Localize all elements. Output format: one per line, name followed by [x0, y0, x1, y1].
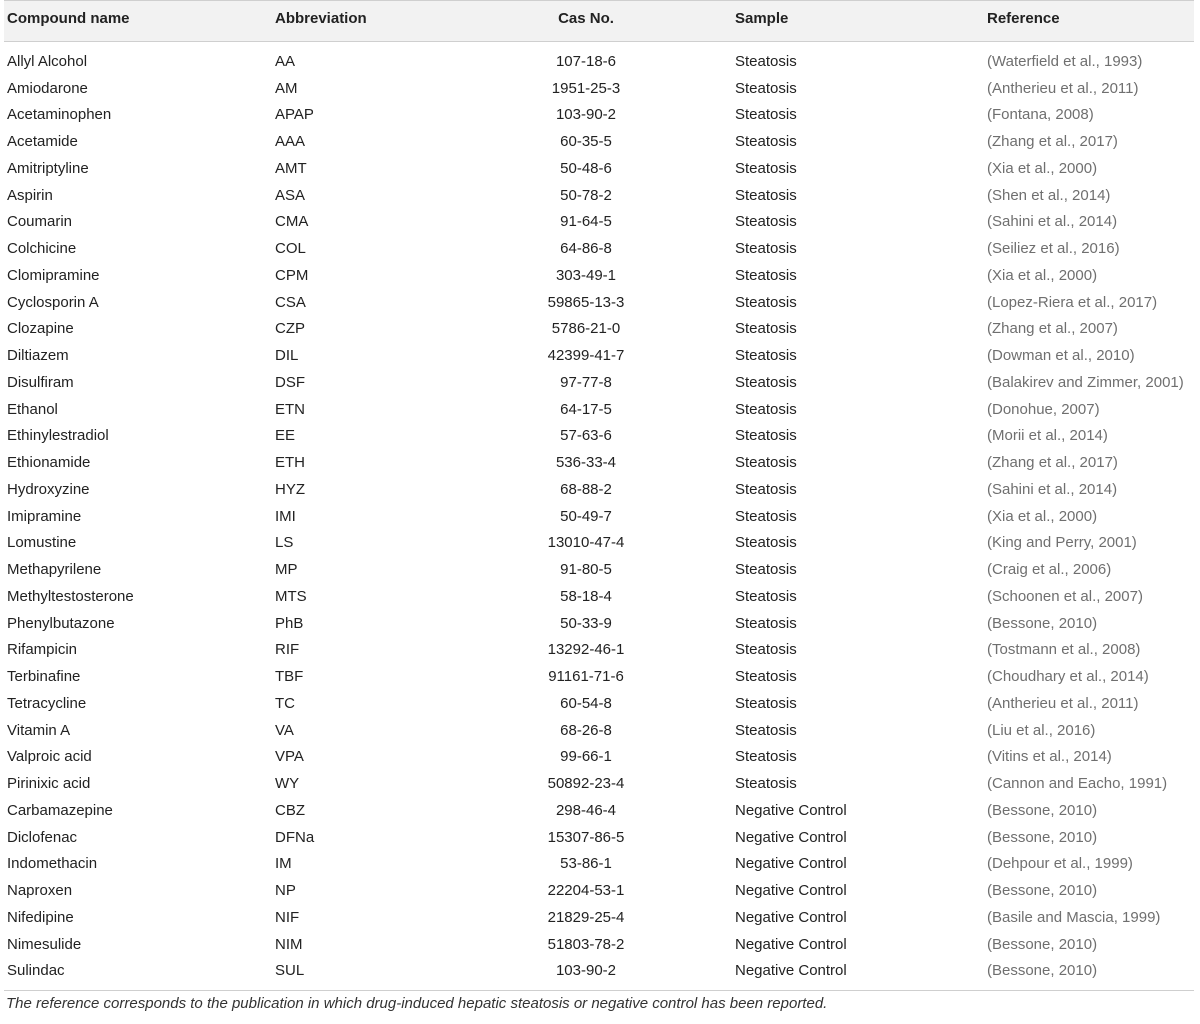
cell-compound-name: Acetamide: [7, 133, 78, 151]
table-row: [4, 770, 1194, 797]
table-row: [4, 556, 1194, 583]
cell-abbreviation: VPA: [275, 748, 304, 766]
cell-compound-name: Indomethacin: [7, 855, 98, 873]
cell-abbreviation: DFNa: [275, 828, 315, 846]
cell-abbreviation: DSF: [275, 373, 305, 391]
cell-reference: (Bessone, 2010): [987, 935, 1098, 953]
table-row: [4, 316, 1194, 343]
table-row: [4, 583, 1194, 610]
cell-sample: Steatosis: [735, 240, 797, 258]
cell-abbreviation: WY: [275, 775, 300, 793]
cell-compound-name: Naproxen: [7, 882, 73, 900]
cell-reference: (Vitins et al., 2014): [987, 748, 1112, 766]
cell-compound-name: Nifedipine: [7, 908, 74, 926]
table-row: [4, 155, 1194, 182]
cell-compound-name: Tetracycline: [7, 694, 87, 712]
header-compound-name: Compound name: [4, 1, 272, 42]
cell-abbreviation: CPM: [275, 266, 309, 284]
cell-cas-no: 13010-47-4: [547, 534, 625, 552]
cell-abbreviation: DIL: [275, 347, 299, 365]
cell-reference: (Cannon and Eacho, 1991): [987, 775, 1168, 793]
table-row: [4, 396, 1194, 423]
cell-cas-no: 91161-71-6: [548, 668, 624, 686]
table-row: [4, 342, 1194, 369]
cell-cas-no: 107-18-6: [555, 52, 617, 70]
cell-reference: (Craig et al., 2006): [987, 561, 1112, 579]
cell-cas-no: 303-49-1: [555, 266, 617, 284]
cell-sample: Steatosis: [735, 454, 797, 472]
cell-compound-name: Valproic acid: [7, 748, 92, 766]
cell-reference: (Bessone, 2010): [987, 882, 1098, 900]
header-sample: Sample: [732, 1, 984, 42]
cell-sample: Steatosis: [735, 373, 797, 391]
cell-reference: (Liu et al., 2016): [987, 721, 1096, 739]
cell-cas-no: 5786-21-0: [551, 320, 621, 338]
cell-cas-no: 536-33-4: [555, 454, 617, 472]
cell-sample: Steatosis: [735, 775, 797, 793]
table-row: [4, 423, 1194, 450]
table-row: [4, 182, 1194, 209]
cell-reference: (Bessone, 2010): [987, 962, 1098, 980]
cell-cas-no: 91-64-5: [560, 213, 612, 231]
cell-cas-no: 91-80-5: [560, 561, 612, 579]
cell-cas-no: 64-86-8: [560, 240, 612, 258]
cell-sample: Steatosis: [735, 561, 797, 579]
cell-compound-name: Methapyrilene: [7, 561, 102, 579]
cell-compound-name: Ethionamide: [7, 454, 91, 472]
cell-cas-no: 64-17-5: [560, 400, 612, 418]
cell-sample: Steatosis: [735, 79, 797, 97]
cell-cas-no: 59865-13-3: [547, 293, 625, 311]
cell-cas-no: 51803-78-2: [547, 935, 625, 953]
table-row: [4, 102, 1194, 129]
cell-sample: Steatosis: [735, 400, 797, 418]
cell-sample: Negative Control: [735, 801, 847, 819]
cell-sample: Steatosis: [735, 106, 797, 124]
header-reference: Reference: [984, 1, 1194, 42]
table-row: [4, 824, 1194, 851]
cell-reference: (Tostmann et al., 2008): [987, 641, 1141, 659]
cell-sample: Steatosis: [735, 347, 797, 365]
cell-cas-no: 53-86-1: [560, 855, 612, 873]
cell-abbreviation: CBZ: [275, 801, 305, 819]
cell-sample: Negative Control: [735, 855, 847, 873]
table-row: [4, 289, 1194, 316]
table-header-row: [4, 1, 1194, 42]
cell-compound-name: Diclofenac: [7, 828, 78, 846]
cell-sample: Steatosis: [735, 133, 797, 151]
cell-compound-name: Ethinylestradiol: [7, 427, 109, 445]
cell-reference: (Shen et al., 2014): [987, 186, 1111, 204]
cell-reference: (Waterfield et al., 1993): [987, 52, 1143, 70]
cell-compound-name: Carbamazepine: [7, 801, 113, 819]
table-row: [4, 958, 1194, 991]
cell-compound-name: Vitamin A: [7, 721, 71, 739]
cell-cas-no: 21829-25-4: [547, 908, 625, 926]
cell-cas-no: 57-63-6: [560, 427, 612, 445]
cell-sample: Steatosis: [735, 293, 797, 311]
cell-compound-name: Colchicine: [7, 240, 77, 258]
cell-cas-no: 60-35-5: [560, 133, 612, 151]
cell-sample: Steatosis: [735, 534, 797, 552]
cell-cas-no: 50-49-7: [560, 507, 612, 525]
cell-compound-name: Nimesulide: [7, 935, 82, 953]
table-row: [4, 744, 1194, 771]
table-bottom-rule: [4, 990, 1194, 991]
cell-reference: (Bessone, 2010): [987, 801, 1098, 819]
cell-abbreviation: AAA: [275, 133, 306, 151]
cell-reference: (Zhang et al., 2017): [987, 133, 1118, 151]
table-row: [4, 530, 1194, 557]
cell-compound-name: Amitriptyline: [7, 159, 89, 177]
cell-reference: (Zhang et al., 2007): [987, 320, 1118, 338]
cell-cas-no: 60-54-8: [560, 694, 612, 712]
cell-abbreviation: IM: [275, 855, 292, 873]
cell-compound-name: Sulindac: [7, 962, 65, 980]
cell-reference: (Basile and Mascia, 1999): [987, 908, 1161, 926]
cell-sample: Steatosis: [735, 213, 797, 231]
table-row: [4, 904, 1194, 931]
cell-sample: Steatosis: [735, 694, 797, 712]
cell-reference: (Sahini et al., 2014): [987, 480, 1118, 498]
cell-cas-no: 99-66-1: [560, 748, 612, 766]
compound-table: [4, 0, 1194, 990]
cell-sample: Steatosis: [735, 52, 797, 70]
cell-abbreviation: LS: [275, 534, 294, 552]
cell-abbreviation: MTS: [275, 587, 307, 605]
cell-compound-name: Allyl Alcohol: [7, 52, 88, 70]
cell-abbreviation: CZP: [275, 320, 305, 338]
cell-reference: (Xia et al., 2000): [987, 266, 1098, 284]
cell-reference: (Fontana, 2008): [987, 106, 1094, 124]
cell-abbreviation: AM: [275, 79, 298, 97]
cell-reference: (Seiliez et al., 2016): [987, 240, 1120, 258]
cell-abbreviation: VA: [275, 721, 294, 739]
cell-abbreviation: PhB: [275, 614, 304, 632]
cell-compound-name: Acetaminophen: [7, 106, 112, 124]
cell-cas-no: 50-78-2: [560, 186, 612, 204]
cell-compound-name: Cyclosporin A: [7, 293, 99, 311]
cell-cas-no: 298-46-4: [555, 801, 617, 819]
table-row: [4, 877, 1194, 904]
table-row: [4, 851, 1194, 878]
cell-abbreviation: NIF: [275, 908, 300, 926]
cell-cas-no: 15307-86-5: [547, 828, 625, 846]
cell-cas-no: 97-77-8: [560, 373, 612, 391]
cell-cas-no: 50-33-9: [560, 614, 612, 632]
table-footnote: The reference corresponds to the publication in which drug-induced hepatic steatosis or negative control has been reported.: [6, 995, 828, 1013]
header-cas-no: Cas No.: [440, 1, 732, 42]
cell-reference: (Balakirev and Zimmer, 2001): [987, 373, 1184, 391]
cell-compound-name: Clomipramine: [7, 266, 100, 284]
cell-cas-no: 22204-53-1: [547, 882, 625, 900]
cell-abbreviation: SUL: [275, 962, 305, 980]
cell-reference: (Dowman et al., 2010): [987, 347, 1135, 365]
table-row: [4, 797, 1194, 824]
cell-compound-name: Rifampicin: [7, 641, 78, 659]
cell-reference: (Bessone, 2010): [987, 614, 1098, 632]
table-row: [4, 663, 1194, 690]
cell-compound-name: Coumarin: [7, 213, 73, 231]
cell-abbreviation: APAP: [275, 106, 314, 124]
cell-compound-name: Aspirin: [7, 186, 53, 204]
table-row: [4, 235, 1194, 262]
cell-cas-no: 50892-23-4: [547, 775, 625, 793]
cell-sample: Steatosis: [735, 721, 797, 739]
cell-sample: Negative Control: [735, 908, 847, 926]
cell-reference: (Donohue, 2007): [987, 400, 1100, 418]
cell-sample: Steatosis: [735, 748, 797, 766]
cell-sample: Negative Control: [735, 962, 847, 980]
table-row: [4, 503, 1194, 530]
cell-cas-no: 103-90-2: [555, 962, 617, 980]
cell-reference: (Bessone, 2010): [987, 828, 1098, 846]
cell-abbreviation: ASA: [275, 186, 306, 204]
cell-abbreviation: EE: [275, 427, 296, 445]
cell-abbreviation: NP: [275, 882, 296, 900]
cell-sample: Steatosis: [735, 320, 797, 338]
cell-reference: (Choudhary et al., 2014): [987, 668, 1149, 686]
cell-abbreviation: AA: [275, 52, 296, 70]
cell-abbreviation: TBF: [275, 668, 304, 686]
cell-compound-name: Clozapine: [7, 320, 74, 338]
table-row: [4, 369, 1194, 396]
table-row: [4, 128, 1194, 155]
table-body: [4, 42, 1194, 991]
cell-reference: (Xia et al., 2000): [987, 159, 1098, 177]
cell-reference: (Dehpour et al., 1999): [987, 855, 1133, 873]
cell-sample: Negative Control: [735, 828, 847, 846]
cell-reference: (Morii et al., 2014): [987, 427, 1108, 445]
cell-compound-name: Amiodarone: [7, 79, 88, 97]
cell-reference: (Antherieu et al., 2011): [987, 79, 1139, 97]
cell-reference: (Lopez-Riera et al., 2017): [987, 293, 1158, 311]
cell-abbreviation: CSA: [275, 293, 306, 311]
cell-cas-no: 58-18-4: [560, 587, 612, 605]
cell-compound-name: Hydroxyzine: [7, 480, 90, 498]
cell-compound-name: Disulfiram: [7, 373, 74, 391]
cell-abbreviation: NIM: [275, 935, 303, 953]
cell-reference: (Schoonen et al., 2007): [987, 587, 1143, 605]
table-row: [4, 931, 1194, 958]
cell-abbreviation: COL: [275, 240, 306, 258]
cell-sample: Steatosis: [735, 186, 797, 204]
cell-sample: Steatosis: [735, 614, 797, 632]
table-row: [4, 637, 1194, 664]
cell-compound-name: Lomustine: [7, 534, 77, 552]
table-row: [4, 209, 1194, 236]
cell-cas-no: 68-26-8: [560, 721, 612, 739]
table-row: [4, 690, 1194, 717]
cell-compound-name: Imipramine: [7, 507, 82, 525]
cell-abbreviation: ETN: [275, 400, 305, 418]
cell-sample: Steatosis: [735, 427, 797, 445]
header-abbreviation: Abbreviation: [272, 1, 440, 42]
table-row: [4, 717, 1194, 744]
cell-sample: Steatosis: [735, 641, 797, 659]
table-row: [4, 610, 1194, 637]
cell-compound-name: Methyltestosterone: [7, 587, 134, 605]
cell-compound-name: Phenylbutazone: [7, 614, 115, 632]
table-row: [4, 449, 1194, 476]
cell-reference: (Antherieu et al., 2011): [987, 694, 1139, 712]
cell-abbreviation: MP: [275, 561, 298, 579]
cell-cas-no: 1951-25-3: [551, 79, 621, 97]
cell-compound-name: Diltiazem: [7, 347, 69, 365]
cell-sample: Steatosis: [735, 668, 797, 686]
cell-abbreviation: RIF: [275, 641, 300, 659]
cell-abbreviation: TC: [275, 694, 295, 712]
table-row: [4, 476, 1194, 503]
cell-cas-no: 42399-41-7: [547, 347, 625, 365]
cell-cas-no: 13292-46-1: [547, 641, 625, 659]
cell-reference: (Xia et al., 2000): [987, 507, 1098, 525]
cell-compound-name: Terbinafine: [7, 668, 81, 686]
table-row: [4, 75, 1194, 102]
cell-sample: Steatosis: [735, 159, 797, 177]
cell-cas-no: 103-90-2: [555, 106, 617, 124]
cell-abbreviation: IMI: [275, 507, 296, 525]
cell-cas-no: 50-48-6: [560, 159, 612, 177]
cell-sample: Negative Control: [735, 882, 847, 900]
cell-cas-no: 68-88-2: [560, 480, 612, 498]
table-row: [4, 262, 1194, 289]
cell-sample: Steatosis: [735, 266, 797, 284]
cell-sample: Steatosis: [735, 507, 797, 525]
cell-abbreviation: CMA: [275, 213, 309, 231]
cell-abbreviation: ETH: [275, 454, 305, 472]
cell-abbreviation: HYZ: [275, 480, 305, 498]
cell-sample: Negative Control: [735, 935, 847, 953]
cell-compound-name: Ethanol: [7, 400, 58, 418]
cell-reference: (King and Perry, 2001): [987, 534, 1137, 552]
cell-sample: Steatosis: [735, 480, 797, 498]
cell-sample: Steatosis: [735, 587, 797, 605]
cell-reference: (Sahini et al., 2014): [987, 213, 1118, 231]
cell-reference: (Zhang et al., 2017): [987, 454, 1118, 472]
cell-compound-name: Pirinixic acid: [7, 775, 91, 793]
cell-abbreviation: AMT: [275, 159, 307, 177]
table-row: [4, 42, 1194, 75]
